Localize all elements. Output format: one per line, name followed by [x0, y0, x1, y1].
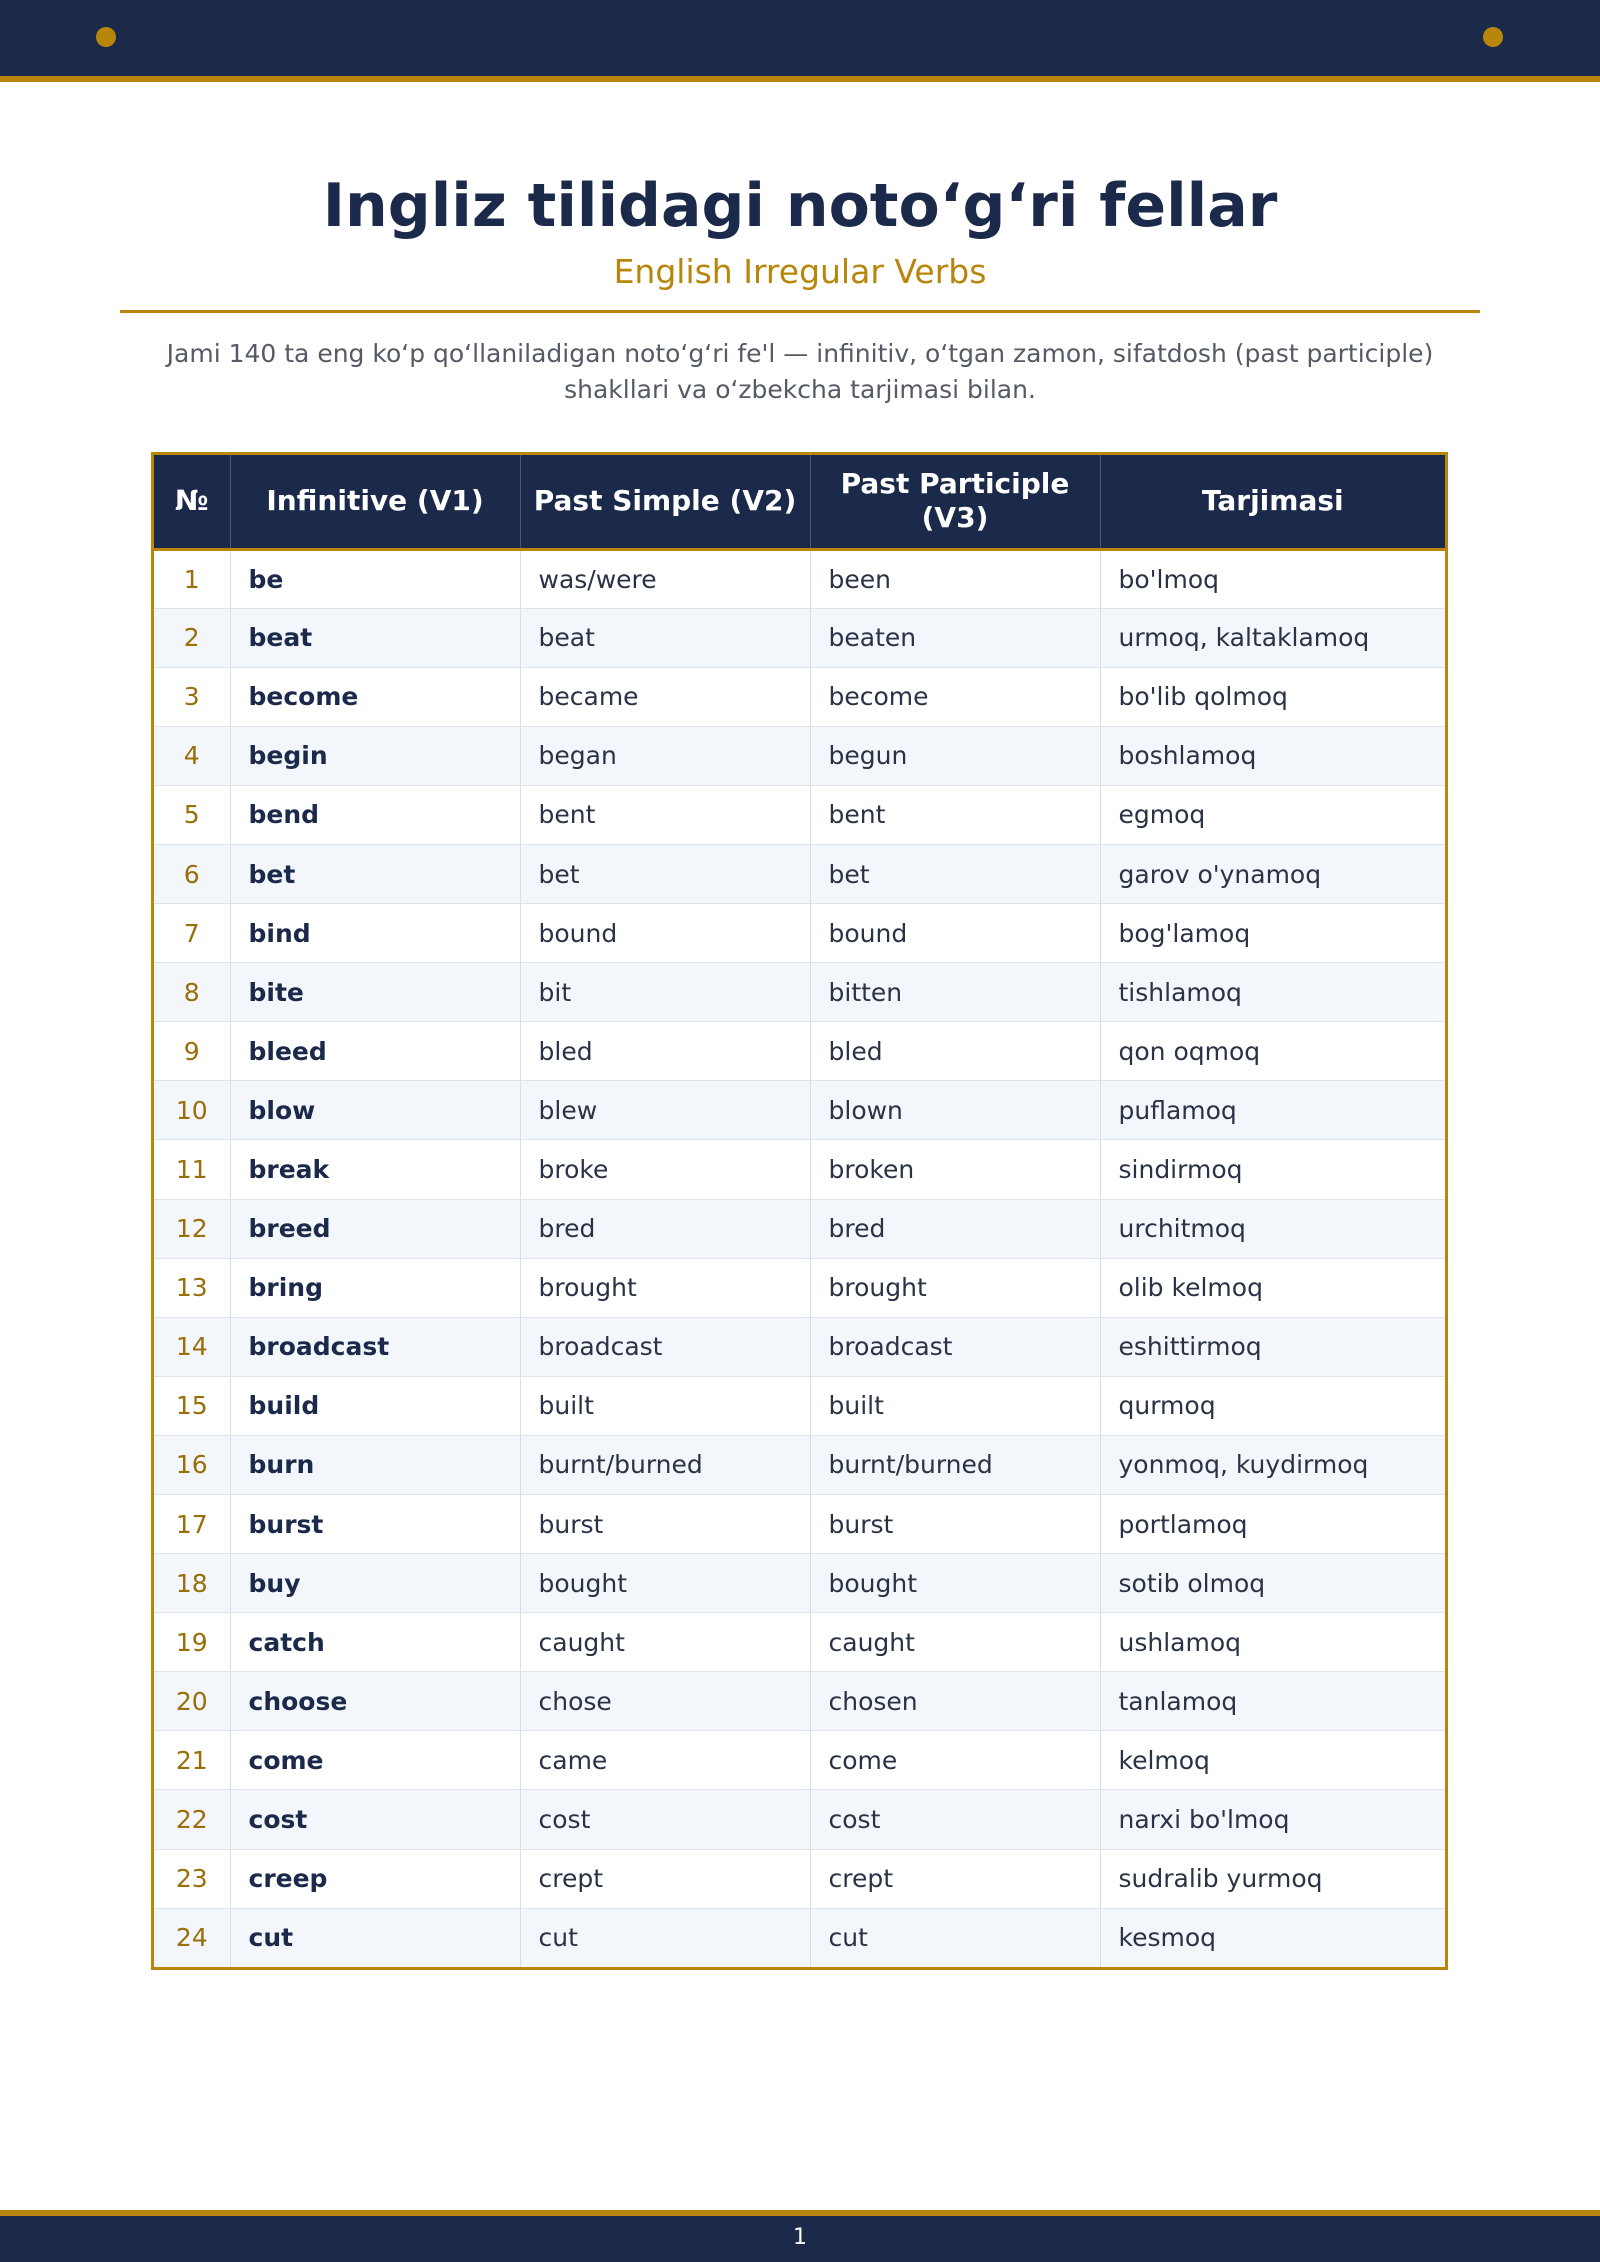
column-header-past-simple: Past Simple (V2)	[520, 455, 810, 549]
table-row	[154, 1022, 1445, 1081]
table-header-row	[154, 455, 1445, 549]
row-number: 16	[154, 1435, 230, 1494]
row-number: 2	[154, 608, 230, 667]
past-participle-cell: bought	[810, 1554, 1100, 1613]
past-simple-cell: cut	[520, 1908, 810, 1967]
past-participle-cell: brought	[810, 1258, 1100, 1317]
verbs-table-frame	[151, 452, 1448, 1970]
past-participle-cell: cost	[810, 1790, 1100, 1849]
past-simple-cell: bound	[520, 904, 810, 963]
past-participle-cell: burst	[810, 1495, 1100, 1554]
right-dot-ornament	[1483, 27, 1503, 47]
table-row	[154, 1199, 1445, 1258]
table-row	[154, 1140, 1445, 1199]
translation-cell: sindirmoq	[1100, 1140, 1445, 1199]
translation-cell: urchitmoq	[1100, 1199, 1445, 1258]
past-participle-cell: become	[810, 667, 1100, 726]
infinitive-cell: burn	[230, 1435, 520, 1494]
translation-cell: sotib olmoq	[1100, 1554, 1445, 1613]
row-number: 18	[154, 1554, 230, 1613]
translation-cell: portlamoq	[1100, 1495, 1445, 1554]
past-simple-cell: began	[520, 726, 810, 785]
column-header-translation: Tarjimasi	[1100, 455, 1445, 549]
infinitive-cell: burst	[230, 1495, 520, 1554]
top-header-band	[0, 0, 1600, 76]
past-participle-cell: begun	[810, 726, 1100, 785]
title-divider	[120, 310, 1480, 313]
past-participle-cell: broadcast	[810, 1317, 1100, 1376]
table-row	[154, 904, 1445, 963]
left-dot-ornament	[96, 27, 116, 47]
row-number: 22	[154, 1790, 230, 1849]
past-participle-cell: been	[810, 549, 1100, 608]
past-participle-cell: broken	[810, 1140, 1100, 1199]
top-gold-rule	[0, 76, 1600, 82]
column-header-number: №	[154, 455, 230, 549]
intro-paragraph: Jami 140 ta eng ko‘p qo‘llaniladigan noto‘g‘ri fe'l — infinitiv, o‘tgan zamon, sifatdosh (past participle) shakllari va o‘zbekcha tarjimasi bilan.	[166, 339, 1434, 404]
table-row	[154, 1790, 1445, 1849]
row-number: 23	[154, 1849, 230, 1908]
table-row	[154, 1081, 1445, 1140]
translation-cell: puflamoq	[1100, 1081, 1445, 1140]
row-number: 19	[154, 1613, 230, 1672]
past-participle-cell: bound	[810, 904, 1100, 963]
past-participle-cell: burnt/burned	[810, 1435, 1100, 1494]
translation-cell: qurmoq	[1100, 1376, 1445, 1435]
past-simple-cell: bred	[520, 1199, 810, 1258]
past-simple-cell: came	[520, 1731, 810, 1790]
past-simple-cell: bled	[520, 1022, 810, 1081]
row-number: 8	[154, 963, 230, 1022]
infinitive-cell: choose	[230, 1672, 520, 1731]
past-participle-cell: bet	[810, 844, 1100, 903]
translation-cell: bog'lamoq	[1100, 904, 1445, 963]
table-row	[154, 1376, 1445, 1435]
infinitive-cell: bring	[230, 1258, 520, 1317]
past-participle-cell: caught	[810, 1613, 1100, 1672]
past-participle-cell: bent	[810, 785, 1100, 844]
translation-cell: bo'lib qolmoq	[1100, 667, 1445, 726]
infinitive-cell: build	[230, 1376, 520, 1435]
table-row	[154, 667, 1445, 726]
infinitive-cell: bind	[230, 904, 520, 963]
table-row	[154, 726, 1445, 785]
column-header-infinitive: Infinitive (V1)	[230, 455, 520, 549]
past-participle-cell: cut	[810, 1908, 1100, 1967]
infinitive-cell: become	[230, 667, 520, 726]
infinitive-cell: creep	[230, 1849, 520, 1908]
past-simple-cell: bent	[520, 785, 810, 844]
table-row	[154, 549, 1445, 608]
infinitive-cell: buy	[230, 1554, 520, 1613]
row-number: 3	[154, 667, 230, 726]
past-simple-cell: chose	[520, 1672, 810, 1731]
row-number: 4	[154, 726, 230, 785]
past-participle-cell: bitten	[810, 963, 1100, 1022]
row-number: 13	[154, 1258, 230, 1317]
table-row	[154, 844, 1445, 903]
row-number: 12	[154, 1199, 230, 1258]
infinitive-cell: breed	[230, 1199, 520, 1258]
row-number: 7	[154, 904, 230, 963]
past-participle-cell: crept	[810, 1849, 1100, 1908]
table-row	[154, 785, 1445, 844]
past-simple-cell: was/were	[520, 549, 810, 608]
row-number: 9	[154, 1022, 230, 1081]
past-participle-cell: bred	[810, 1199, 1100, 1258]
table-row	[154, 1495, 1445, 1554]
row-number: 10	[154, 1081, 230, 1140]
row-number: 15	[154, 1376, 230, 1435]
past-simple-cell: broke	[520, 1140, 810, 1199]
past-simple-cell: cost	[520, 1790, 810, 1849]
past-participle-cell: chosen	[810, 1672, 1100, 1731]
translation-cell: tishlamoq	[1100, 963, 1445, 1022]
infinitive-cell: bend	[230, 785, 520, 844]
table-row	[154, 608, 1445, 667]
table-row	[154, 1613, 1445, 1672]
table-row	[154, 1908, 1445, 1967]
translation-cell: eshittirmoq	[1100, 1317, 1445, 1376]
translation-cell: qon oqmoq	[1100, 1022, 1445, 1081]
page-subtitle: English Irregular Verbs	[613, 252, 987, 291]
row-number: 17	[154, 1495, 230, 1554]
infinitive-cell: bleed	[230, 1022, 520, 1081]
row-number: 24	[154, 1908, 230, 1967]
past-participle-cell: built	[810, 1376, 1100, 1435]
past-participle-cell: beaten	[810, 608, 1100, 667]
infinitive-cell: begin	[230, 726, 520, 785]
past-participle-cell: bled	[810, 1022, 1100, 1081]
past-simple-cell: bit	[520, 963, 810, 1022]
translation-cell: yonmoq, kuydirmoq	[1100, 1435, 1445, 1494]
table-row	[154, 1672, 1445, 1731]
row-number: 6	[154, 844, 230, 903]
past-simple-cell: burst	[520, 1495, 810, 1554]
infinitive-cell: blow	[230, 1081, 520, 1140]
row-number: 11	[154, 1140, 230, 1199]
past-simple-cell: burnt/burned	[520, 1435, 810, 1494]
translation-cell: boshlamoq	[1100, 726, 1445, 785]
row-number: 21	[154, 1731, 230, 1790]
translation-cell: kelmoq	[1100, 1731, 1445, 1790]
infinitive-cell: broadcast	[230, 1317, 520, 1376]
past-simple-cell: bet	[520, 844, 810, 903]
past-simple-cell: caught	[520, 1613, 810, 1672]
infinitive-cell: bet	[230, 844, 520, 903]
translation-cell: ushlamoq	[1100, 1613, 1445, 1672]
translation-cell: kesmoq	[1100, 1908, 1445, 1967]
table-row	[154, 1731, 1445, 1790]
page-title: Ingliz tilidagi noto‘g‘ri fellar	[322, 171, 1278, 241]
irregular-verbs-table	[154, 455, 1445, 1967]
table-row	[154, 1317, 1445, 1376]
past-simple-cell: blew	[520, 1081, 810, 1140]
infinitive-cell: be	[230, 549, 520, 608]
row-number: 1	[154, 549, 230, 608]
translation-cell: egmoq	[1100, 785, 1445, 844]
table-row	[154, 1258, 1445, 1317]
translation-cell: olib kelmoq	[1100, 1258, 1445, 1317]
row-number: 20	[154, 1672, 230, 1731]
infinitive-cell: catch	[230, 1613, 520, 1672]
translation-cell: garov o'ynamoq	[1100, 844, 1445, 903]
infinitive-cell: beat	[230, 608, 520, 667]
infinitive-cell: cut	[230, 1908, 520, 1967]
translation-cell: sudralib yurmoq	[1100, 1849, 1445, 1908]
row-number: 14	[154, 1317, 230, 1376]
page-number: 1	[793, 2225, 807, 2250]
past-simple-cell: built	[520, 1376, 810, 1435]
infinitive-cell: break	[230, 1140, 520, 1199]
translation-cell: urmoq, kaltaklamoq	[1100, 608, 1445, 667]
past-simple-cell: beat	[520, 608, 810, 667]
table-body	[154, 549, 1445, 1967]
past-participle-cell: come	[810, 1731, 1100, 1790]
past-simple-cell: became	[520, 667, 810, 726]
translation-cell: bo'lmoq	[1100, 549, 1445, 608]
past-participle-cell: blown	[810, 1081, 1100, 1140]
translation-cell: tanlamoq	[1100, 1672, 1445, 1731]
table-row	[154, 1554, 1445, 1613]
past-simple-cell: brought	[520, 1258, 810, 1317]
past-simple-cell: crept	[520, 1849, 810, 1908]
row-number: 5	[154, 785, 230, 844]
translation-cell: narxi bo'lmoq	[1100, 1790, 1445, 1849]
past-simple-cell: broadcast	[520, 1317, 810, 1376]
past-simple-cell: bought	[520, 1554, 810, 1613]
table-row	[154, 1849, 1445, 1908]
infinitive-cell: come	[230, 1731, 520, 1790]
table-row	[154, 963, 1445, 1022]
infinitive-cell: bite	[230, 963, 520, 1022]
table-row	[154, 1435, 1445, 1494]
infinitive-cell: cost	[230, 1790, 520, 1849]
column-header-past-participle: Past Participle (V3)	[810, 455, 1100, 549]
